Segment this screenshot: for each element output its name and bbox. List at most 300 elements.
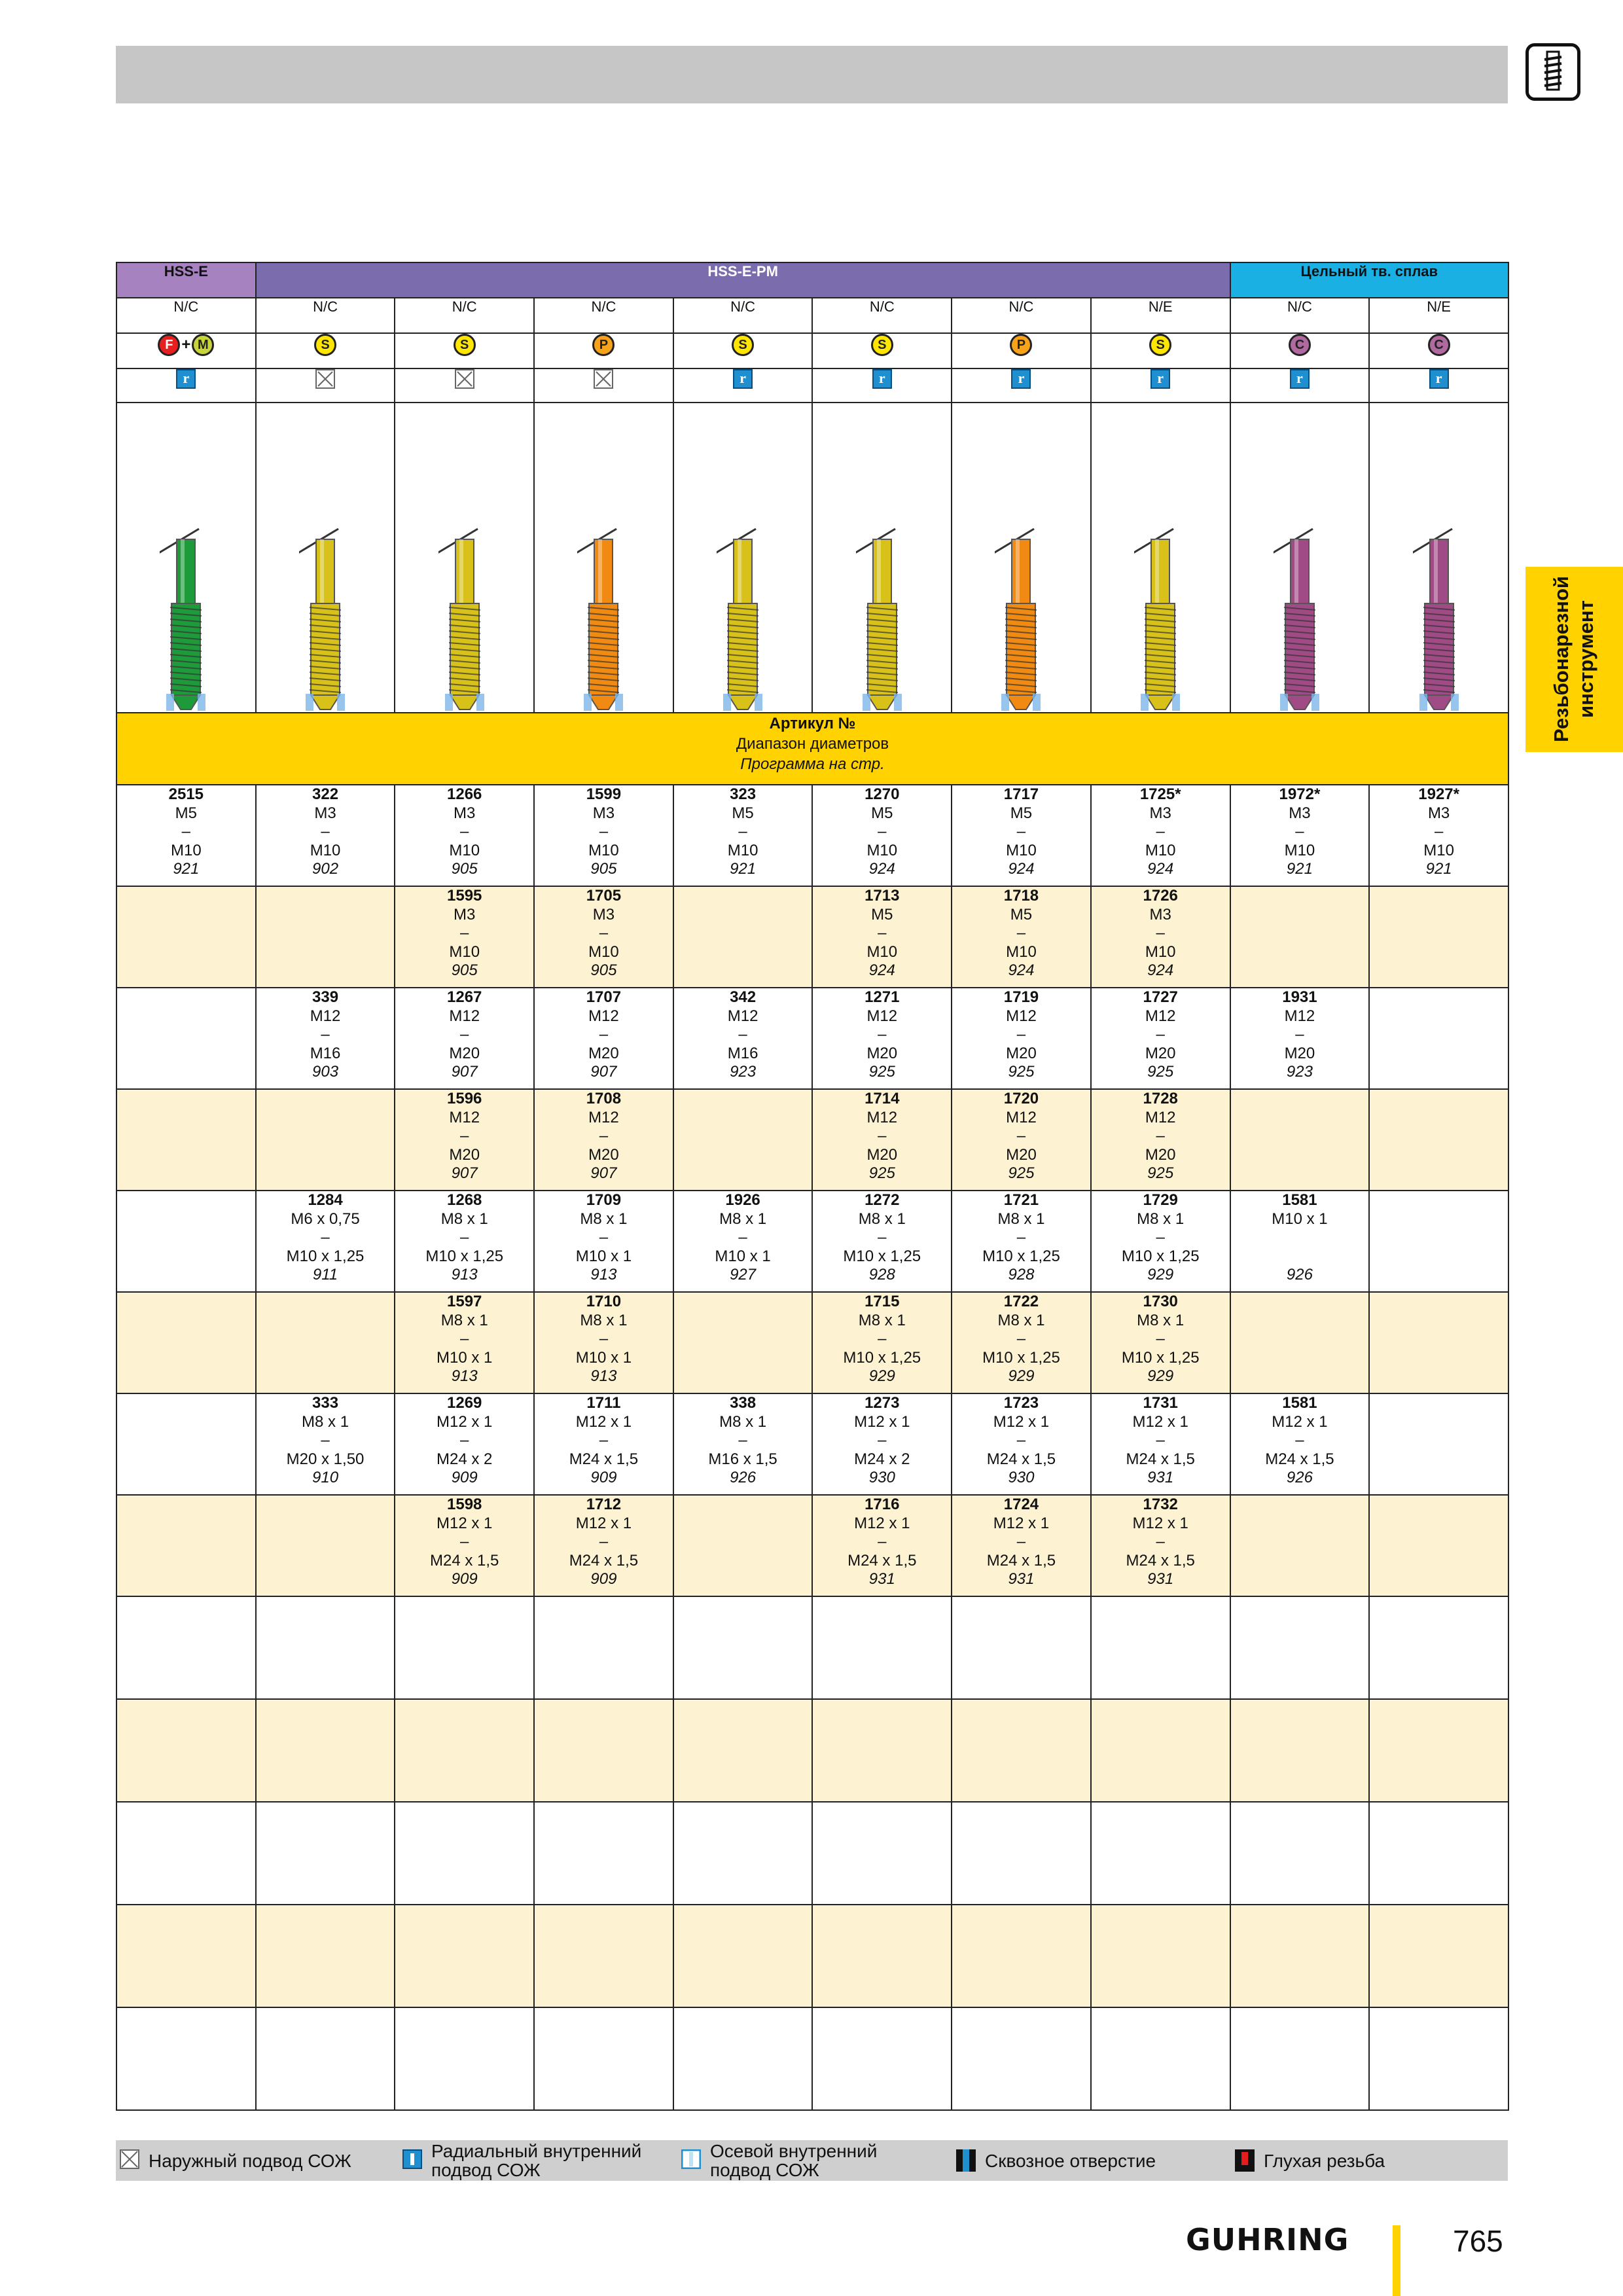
article-number: 1267 [447,988,482,1006]
article-cell [1230,1292,1370,1393]
article-band-row [116,713,1508,785]
empty-cell [256,2007,395,2110]
product-table [116,262,1509,2111]
range-dash: – [1156,1330,1165,1348]
diameter-from: M12 x 1 [993,1412,1050,1431]
range-dash: – [878,924,887,942]
material-cell [534,333,673,368]
catalog-page: 923 [1286,1063,1313,1081]
diameter-to: M10 x 1,25 [843,1247,921,1265]
diameter-to: M24 x 1,5 [569,1551,639,1570]
empty-cell [952,2007,1091,2110]
diameter-to: M24 x 1,5 [1126,1450,1195,1468]
article-row [116,1292,1508,1393]
catalog-page: 905 [590,961,617,979]
empty-cell [534,1699,673,1802]
diameter-from: M8 x 1 [858,1311,906,1329]
range-dash: – [738,1431,747,1449]
tolerance-cell: N/C [1230,298,1370,333]
article-number: 1711 [586,1394,621,1412]
article-cell [534,988,673,1089]
legend-line1: Сквозное отверстие [985,2150,1156,2171]
diameter-from: M8 x 1 [997,1311,1045,1329]
empty-cell [1369,1802,1508,1905]
diameter-to: M20 [449,1145,480,1164]
diameter-to: M10 x 1 [437,1348,493,1367]
empty-cell [812,1905,952,2007]
article-cell [952,1393,1091,1495]
range-dash: – [599,1533,609,1551]
diameter-to: M10 [1423,841,1454,859]
diameter-to: M20 [1006,1044,1037,1062]
article-number: 1714 [865,1090,900,1107]
range-dash: – [321,823,330,840]
article-row [116,886,1508,988]
group-hsse-pm: HSS-E-PM [256,262,1230,298]
page-number: 765 [1453,2224,1503,2258]
catalog-page: 905 [451,860,478,878]
legend-item [402,2140,641,2181]
article-number: 1727 [1143,988,1178,1006]
empty-cell [1369,1699,1508,1802]
article-cell [1091,1292,1230,1393]
article-cell [256,1089,395,1191]
empty-cell [534,1905,673,2007]
catalog-page: 928 [868,1266,895,1283]
tolerance-cell: N/C [395,298,534,333]
article-cell [395,1089,534,1191]
diameter-to: M24 x 1,5 [847,1551,917,1570]
diameter-to: M10 x 1,25 [843,1348,921,1367]
empty-cell [116,1802,256,1905]
empty-cell [1091,1802,1230,1905]
tolerance-cell: N/C [256,298,395,333]
article-number: 1716 [865,1496,900,1513]
range-dash: – [1156,823,1165,840]
empty-cell [1091,2007,1230,2110]
diameter-from: M3 [1427,804,1450,822]
range-dash: – [321,1026,330,1043]
diameter-range-label: Диапазон диаметров [736,735,889,753]
diameter-to: M10 [866,942,898,961]
radial-coolant-icon: r [733,369,753,389]
tool-image-cell [1091,403,1230,713]
range-dash: – [460,1431,469,1449]
tool-image-cell [534,403,673,713]
diameter-to: M10 [171,841,202,859]
empty-cell [1230,1905,1370,2007]
article-cell [1091,886,1230,988]
article-cell [256,1292,395,1393]
diameter-from: M8 x 1 [719,1210,767,1228]
article-band [116,713,1508,785]
article-number: 1713 [865,887,900,905]
catalog-page: 925 [868,1063,895,1081]
legend-label [985,2151,1156,2170]
range-dash: – [1295,823,1304,840]
material-cell [952,333,1091,368]
catalog-page: 926 [730,1469,757,1486]
diameter-to: M10 x 1 [575,1348,632,1367]
diameter-to: M10 [1145,841,1176,859]
diameter-from: M12 [866,1007,898,1025]
range-dash: – [1016,1229,1026,1246]
range-dash: – [878,1127,887,1145]
article-number: 333 [312,1394,339,1412]
diameter-from: M3 [314,804,336,822]
material-s-icon: S [314,334,336,356]
coolant-cell [1091,368,1230,403]
external-coolant-icon [315,369,335,389]
range-dash: – [1016,823,1026,840]
coolant-cell [1230,368,1370,403]
catalog-page: 910 [312,1469,339,1486]
article-cell [1369,1089,1508,1191]
diameter-to: M16 x 1,5 [708,1450,777,1468]
article-cell [1091,1495,1230,1596]
article-cell [116,988,256,1089]
catalog-page: 925 [1008,1164,1035,1182]
article-cell [952,988,1091,1089]
article-row [116,785,1508,886]
material-cell [812,333,952,368]
article-number: 1726 [1143,887,1178,905]
catalog-page: 930 [1008,1469,1035,1486]
range-dash: – [1016,924,1026,942]
range-dash: – [460,1533,469,1551]
catalog-page: 924 [1147,961,1174,979]
tool-image-cell [1369,403,1508,713]
coolant-cell [395,368,534,403]
article-cell [812,1393,952,1495]
material-cell [256,333,395,368]
section-tab [1525,567,1623,752]
empty-cell [256,1905,395,2007]
empty-cell [673,1596,813,1699]
article-cell [256,886,395,988]
material-cell [1369,333,1508,368]
article-number: 323 [730,785,757,803]
article-cell [1230,988,1370,1089]
article-number: 1725* [1139,785,1181,803]
empty-cell [812,2007,952,2110]
catalog-page: 907 [451,1063,478,1081]
tap-tool-icon [1413,526,1465,713]
article-row [116,1393,1508,1495]
diameter-to: M10 [449,942,480,961]
catalog-page: 921 [1286,860,1313,878]
range-dash: – [1156,1431,1165,1449]
diameter-from: M8 x 1 [580,1210,628,1228]
range-dash: – [1016,1431,1026,1449]
empty-cell [534,1802,673,1905]
empty-cell [673,1802,813,1905]
range-dash: – [181,823,191,840]
range-dash: – [321,1229,330,1246]
article-cell [812,785,952,886]
empty-cell [1230,1802,1370,1905]
article-cell [534,1393,673,1495]
diameter-to: M10 x 1,25 [286,1247,365,1265]
catalog-page: 909 [590,1469,617,1486]
article-cell [673,1495,813,1596]
material-c-icon: C [1289,334,1311,356]
catalog-page: 913 [451,1266,478,1283]
article-number: 1709 [586,1191,622,1209]
catalog-page: 929 [1147,1367,1174,1385]
diameter-to: M10 x 1,25 [982,1247,1060,1265]
catalog-page: 926 [1286,1469,1313,1486]
coolant-cell [256,368,395,403]
diameter-from: M12 [727,1007,758,1025]
range-dash: – [599,823,609,840]
article-cell [812,1292,952,1393]
article-number: 1722 [1003,1293,1039,1310]
diameter-to: M16 [727,1044,758,1062]
range-dash: – [1156,1229,1165,1246]
range-dash: – [599,1229,609,1246]
legend-label [431,2142,641,2179]
diameter-to: M20 [1284,1044,1315,1062]
range-dash: – [1016,1533,1026,1551]
tool-image-cell [256,403,395,713]
article-number: 1598 [447,1496,482,1513]
article-number: 1927* [1418,785,1459,803]
tap-tool-icon [299,526,351,713]
article-cell [1230,1495,1370,1596]
article-cell [116,785,256,886]
group-header-row [116,262,1508,298]
empty-cell [1230,1596,1370,1699]
catalog-page: 907 [590,1063,617,1081]
diameter-to: M10 [1006,841,1037,859]
article-cell [812,1089,952,1191]
article-cell [395,988,534,1089]
catalog-page: 923 [730,1063,757,1081]
catalog-page: 924 [1008,860,1035,878]
article-cell [673,1292,813,1393]
article-row [116,1089,1508,1191]
range-dash: – [1016,1026,1026,1043]
diameter-from: M8 x 1 [1137,1210,1185,1228]
article-cell [673,988,813,1089]
legend-line2: подвод СОЖ [710,2160,819,2180]
diameter-from: M5 [1010,804,1033,822]
article-number: 1718 [1003,887,1039,905]
article-number: 1728 [1143,1090,1178,1107]
diameter-from: M12 [310,1007,341,1025]
article-cell [256,1495,395,1596]
tolerance-cell: N/E [1091,298,1230,333]
diameter-to: M10 [588,841,619,859]
diameter-from: M5 [175,804,198,822]
range-dash: – [1156,1026,1165,1043]
diameter-to: M10 [588,942,619,961]
catalog-page: 921 [173,860,200,878]
empty-cell [256,1699,395,1802]
range-dash: – [1295,1431,1304,1449]
legend-line1: Осевой внутренний [710,2141,878,2161]
article-cell [952,886,1091,988]
range-dash: – [878,1229,887,1246]
catalog-page: 926 [1286,1266,1313,1283]
thread-tap-icon [1525,43,1580,101]
empty-row [116,1699,1508,1802]
diameter-to: M10 [449,841,480,859]
diameter-to: M10 [1145,942,1176,961]
catalog-page: 929 [868,1367,895,1385]
diameter-to: M20 [866,1145,898,1164]
diameter-to: M10 [310,841,341,859]
catalog-page: 929 [1147,1266,1174,1283]
material-cell [1230,333,1370,368]
article-cell [1091,785,1230,886]
diameter-from: M5 [871,905,893,924]
range-dash: – [1156,1127,1165,1145]
article-cell [1369,988,1508,1089]
radial-coolant-icon: r [1429,369,1449,389]
brand-logo: GUHRING [1186,2222,1349,2257]
diameter-from: M12 [588,1108,619,1126]
coolant-cell [1369,368,1508,403]
empty-cell [952,1905,1091,2007]
empty-cell [1091,1699,1230,1802]
radial-coolant-icon: r [1011,369,1031,389]
catalog-page: 903 [312,1063,339,1081]
tool-image-cell [673,403,813,713]
diameter-from: M12 x 1 [854,1514,910,1532]
empty-cell [1369,2007,1508,2110]
axial-coolant-icon [681,2149,701,2172]
tap-tool-icon [717,526,769,713]
tap-tool-icon [856,526,908,713]
diameter-to: M10 [866,841,898,859]
radial-coolant-icon: r [872,369,892,389]
catalog-page: 931 [868,1570,895,1588]
program-page-label: Программа на стр. [740,755,885,773]
article-cell [1230,886,1370,988]
diameter-to: M24 x 1,5 [430,1551,499,1570]
article-cell [673,785,813,886]
tool-image-cell [812,403,952,713]
article-number: 1719 [1003,988,1039,1006]
range-dash: – [878,1330,887,1348]
empty-cell [534,2007,673,2110]
diameter-from: M12 [1145,1007,1176,1025]
material-cell [116,333,256,368]
diameter-from: M12 [1284,1007,1315,1025]
tolerance-row [116,298,1508,333]
external-coolant-icon [455,369,474,389]
diameter-to: M10 [1006,942,1037,961]
diameter-to: M10 x 1 [575,1247,632,1265]
catalog-page: 913 [590,1367,617,1385]
article-number: 2515 [168,785,204,803]
material-cell [1091,333,1230,368]
article-number: 1731 [1143,1394,1178,1412]
catalog-page: 929 [1008,1367,1035,1385]
catalog-page: 902 [312,860,339,878]
diameter-to: M24 x 1,5 [986,1450,1056,1468]
article-cell [1369,1393,1508,1495]
legend-line1: Радиальный внутренний [431,2141,642,2161]
catalog-page: 909 [451,1570,478,1588]
diameter-from: M3 [592,804,615,822]
catalog-page: 909 [451,1469,478,1486]
article-number: 1715 [865,1293,900,1310]
catalog-page: 905 [590,860,617,878]
diameter-to: M24 x 1,5 [1265,1450,1334,1468]
diameter-to: M10 x 1,25 [982,1348,1060,1367]
article-number: 1268 [447,1191,482,1209]
diameter-from: M3 [592,905,615,924]
article-number: 1595 [447,887,482,905]
article-cell [256,1191,395,1292]
article-cell [116,1393,256,1495]
range-dash: – [599,1127,609,1145]
article-cell [1369,1495,1508,1596]
empty-row [116,1596,1508,1699]
diameter-from: M8 x 1 [997,1210,1045,1228]
empty-cell [116,1596,256,1699]
tool-image-cell [116,403,256,713]
range-dash: – [1156,924,1165,942]
material-s-icon: S [871,334,893,356]
legend-line1: Наружный подвод СОЖ [149,2150,351,2171]
catalog-page: 924 [1008,961,1035,979]
article-cell [812,886,952,988]
range-dash: – [1295,1026,1304,1043]
diameter-from: M12 x 1 [1132,1514,1188,1532]
section-tab-label [1549,576,1599,742]
article-cell [534,785,673,886]
article-cell [395,1292,534,1393]
empty-cell [812,1699,952,1802]
article-cell [116,1191,256,1292]
article-number: 1931 [1282,988,1317,1006]
article-cell [116,1292,256,1393]
range-dash: – [460,1026,469,1043]
article-number: 1720 [1003,1090,1039,1107]
empty-row [116,1802,1508,1905]
article-cell [673,1393,813,1495]
tool-image-cell [395,403,534,713]
tap-tool-icon [160,526,212,713]
empty-cell [395,1802,534,1905]
article-cell [534,1191,673,1292]
article-number: 1712 [586,1496,622,1513]
empty-cell [116,1905,256,2007]
catalog-page: 931 [1147,1469,1174,1486]
range-dash: – [321,1431,330,1449]
article-cell [1369,886,1508,988]
diameter-from: M12 x 1 [437,1514,493,1532]
article-cell [256,1393,395,1495]
coolant-cell [952,368,1091,403]
article-number: 338 [730,1394,757,1412]
coolant-cell [534,368,673,403]
empty-cell [256,1802,395,1905]
tap-tool-icon [577,526,630,713]
tolerance-cell: N/C [534,298,673,333]
legend-item [956,2140,1156,2181]
empty-cell [952,1802,1091,1905]
article-cell [534,1089,673,1191]
diameter-to: M24 x 2 [854,1450,910,1468]
diameter-from: M12 x 1 [575,1412,632,1431]
tolerance-cell: N/E [1369,298,1508,333]
diameter-from: M8 x 1 [1137,1311,1185,1329]
